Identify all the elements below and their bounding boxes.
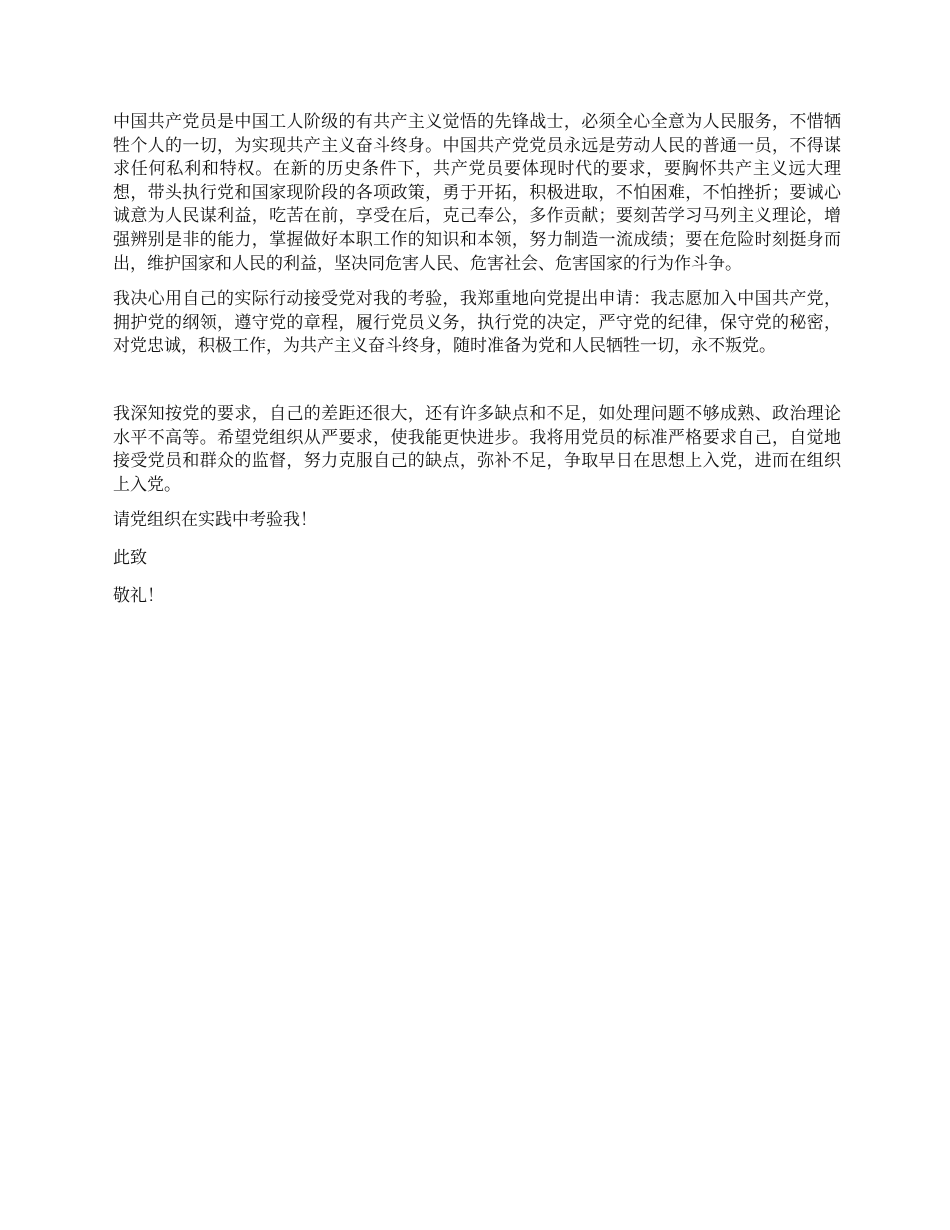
salutation-text: 敬礼！ xyxy=(113,585,164,606)
paragraph-1: 中国共产党员是中国工人阶级的有共产主义觉悟的先锋战士，必须全心全意为人民服务，不惜牺牲个人的一切，为实现共产主义奋斗终身。中国共产党党员永远是劳动人民的普通一员，不得谋求任何私利和特权。在新的历史条件下，共产党员要体现时代的要求，要胸怀共产主义远大理想，带头执行党和国家现阶段的各项政策，勇于开拓，积极进取，不怕困难，不怕挫折；要诚心诚意为人民谋利益，吃苦在前，享受在后，克己奉公，多作贡献；要刻苦学习马列主义理论，增强辨别是非的能力，掌握做好本职工作的知识和本领，努力制造一流成绩；要在危险时刻挺身而出，维护国家和人民的利益，坚决同危害人民、危害社会、危害国家的行为作斗争。 xyxy=(113,112,841,274)
paragraph-4: 请党组织在实践中考验我！ xyxy=(113,510,317,531)
paragraph-2: 我决心用自己的实际行动接受党对我的考验，我郑重地向党提出申请：我志愿加入中国共产党，拥护党的纲领，遵守党的章程，履行党员义务，执行党的决定，严守党的纪律，保守党的秘密，对党忠诚，积极工作，为共产主义奋斗终身，随时准备为党和人民牺牲一切，永不叛党。 xyxy=(113,289,841,357)
paragraph-3: 我深知按党的要求，自己的差距还很大，还有许多缺点和不足，如处理问题不够成熟、政治理论水平不高等。希望党组织从严要求，使我能更快进步。我将用党员的标准严格要求自己，自觉地接受党员和群众的监督，努力克服自己的缺点，弥补不足，争取早日在思想上入党，进而在组织上入党。 xyxy=(113,403,841,495)
closing-text: 此致 xyxy=(113,547,147,568)
letter-body xyxy=(113,111,841,622)
